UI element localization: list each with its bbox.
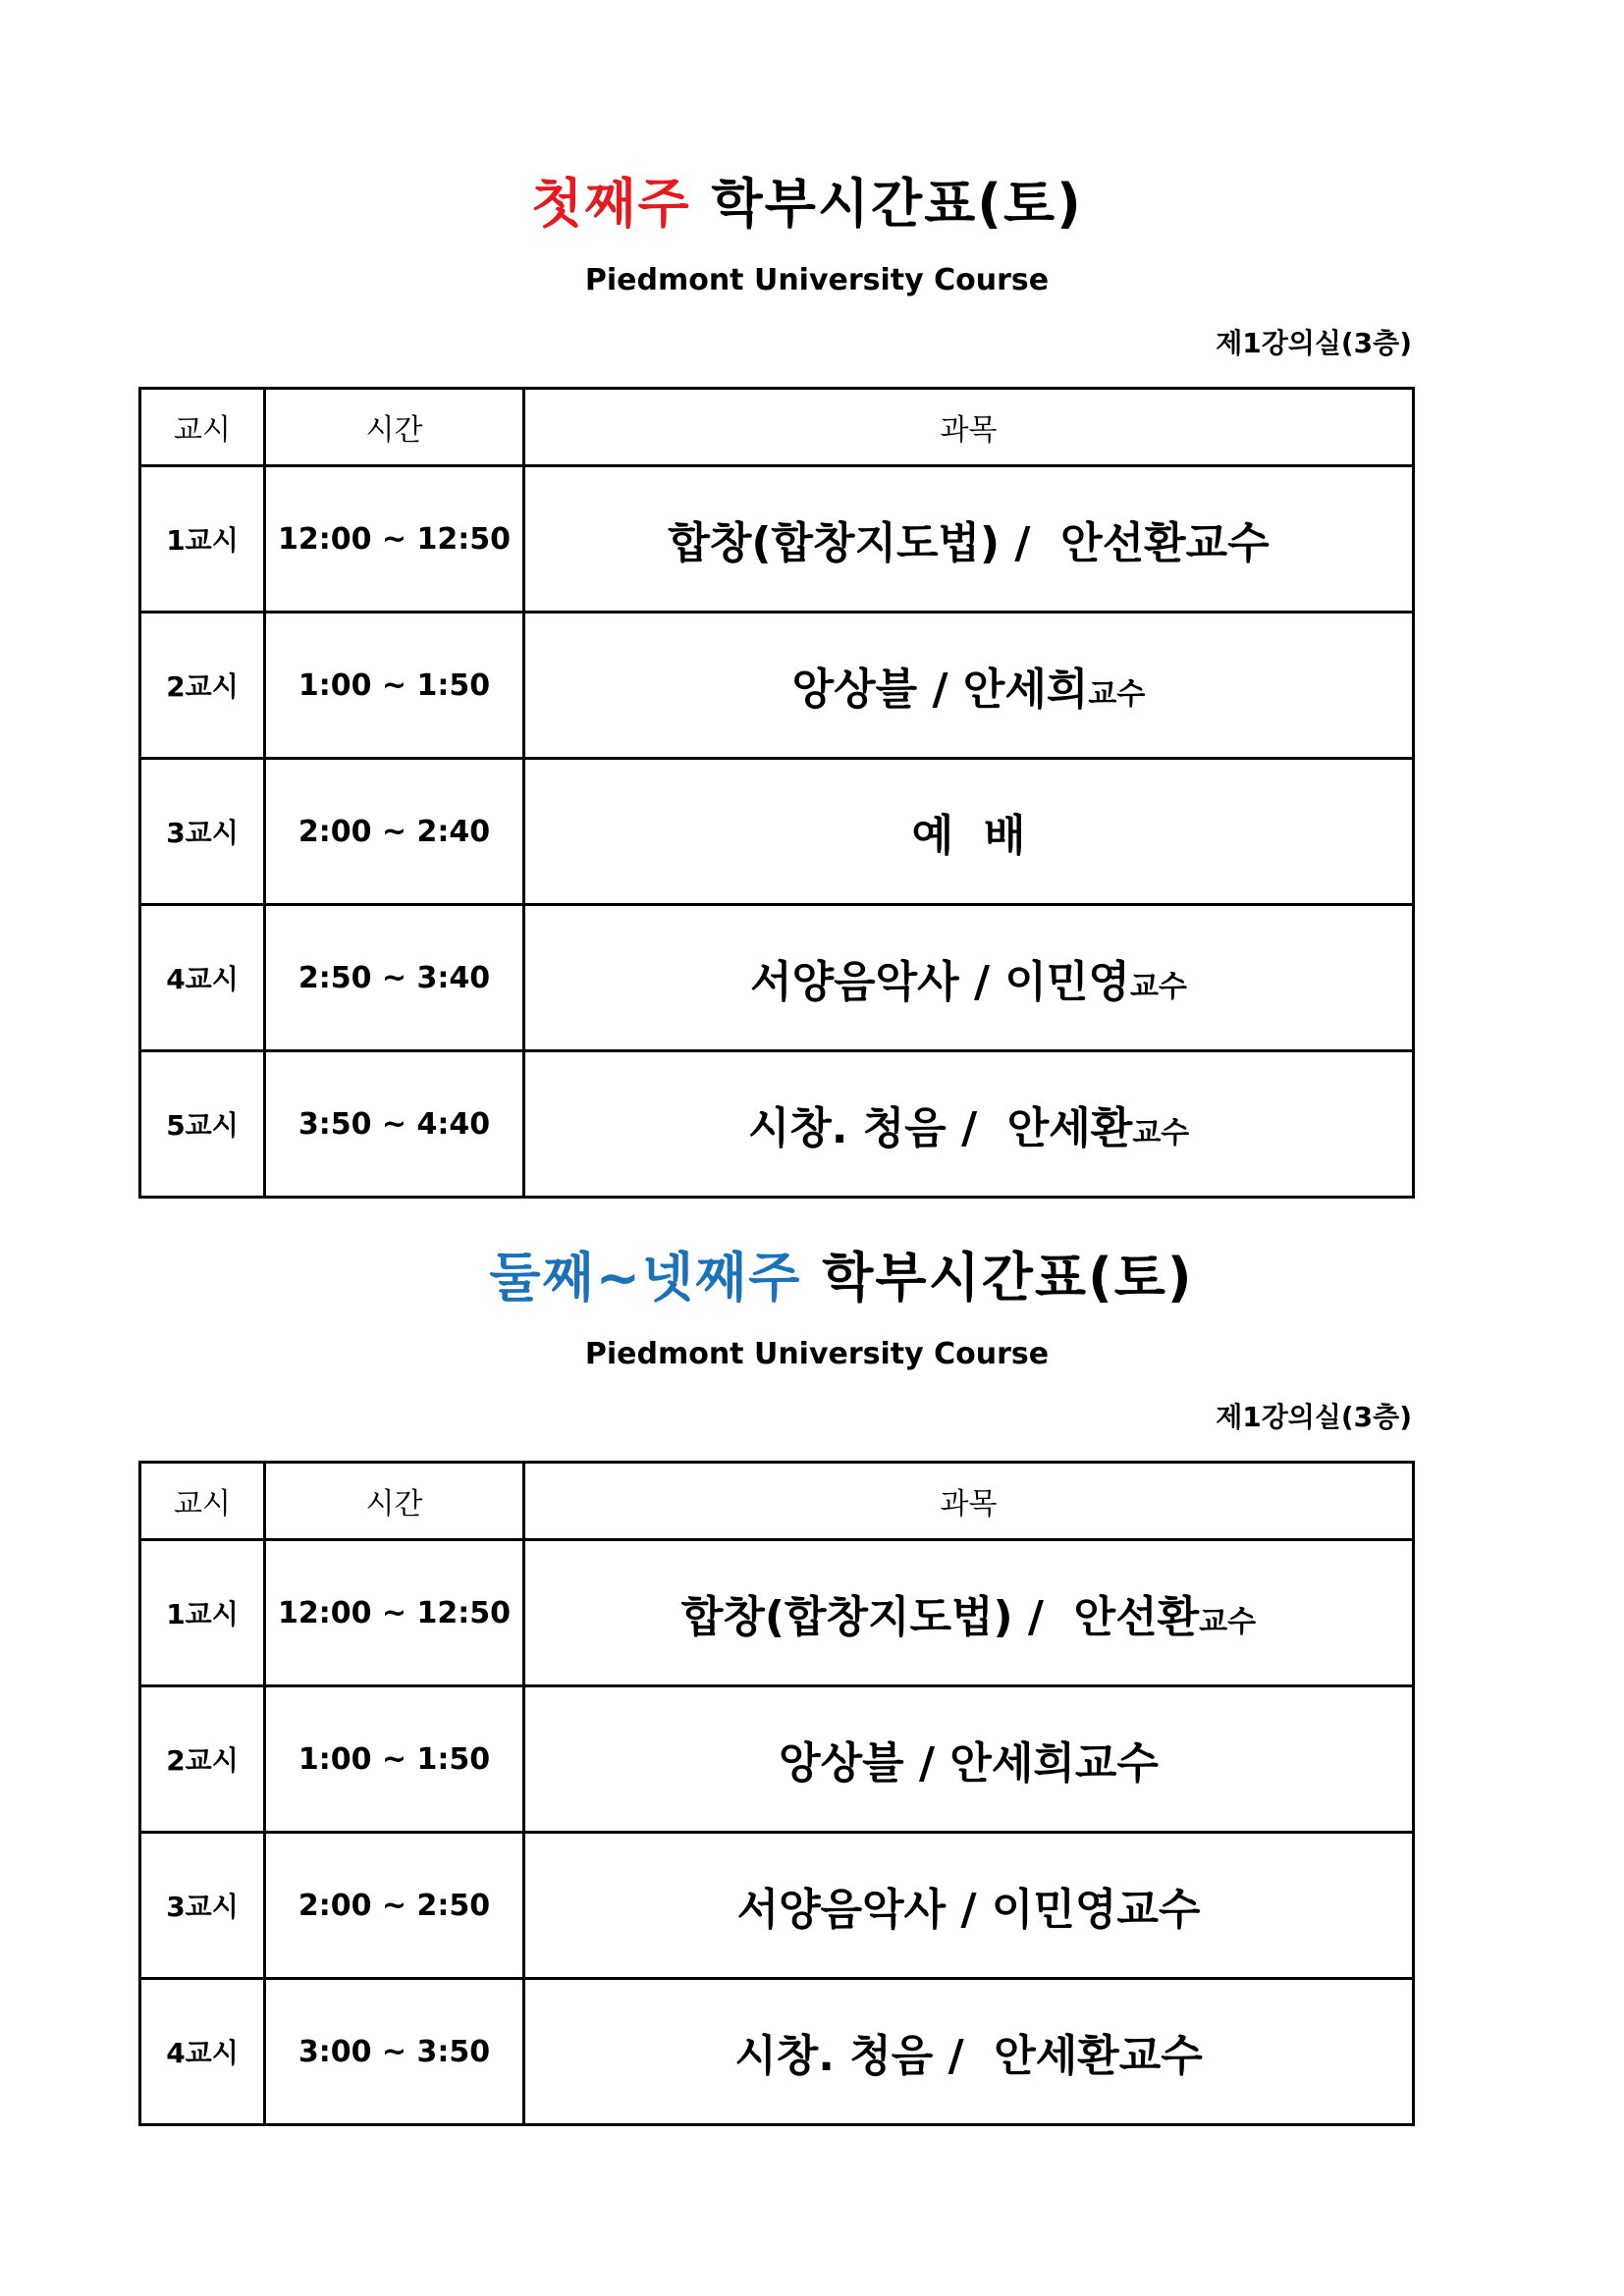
period-cell: 3교시	[140, 1833, 265, 1979]
subject-text: 시창. 청음 / 안세환교수	[734, 2031, 1203, 2081]
table-row	[140, 466, 1414, 613]
period-cell: 4교시	[140, 1979, 265, 2125]
period-cell: 2교시	[140, 613, 265, 759]
time-cell: 1:00 ~ 1:50	[265, 613, 524, 759]
subject-cell	[524, 466, 1414, 613]
subject-cell	[524, 1979, 1414, 2125]
page-title	[59, 1239, 1624, 1317]
table-row	[140, 1540, 1414, 1686]
page-title	[0, 165, 1624, 243]
subject-suffix: 교수	[1088, 677, 1146, 712]
subject-cell	[524, 905, 1414, 1051]
table-row	[140, 1979, 1414, 2125]
table-row	[140, 905, 1414, 1051]
schedule-table	[138, 1461, 1415, 2126]
room-label: 제1강의실(3층)	[1216, 327, 1412, 359]
subject-text: 서양음악사 / 이민영교수	[736, 1885, 1201, 1935]
time-cell: 2:00 ~ 2:50	[265, 1833, 524, 1979]
subject-text: 서양음악사 / 이민영	[750, 957, 1130, 1007]
title-rest: 학부시간표(토)	[690, 173, 1083, 235]
schedule-table	[138, 387, 1415, 1199]
table-row	[140, 759, 1414, 905]
header-subject: 과목	[524, 1463, 1414, 1540]
table-row	[140, 1686, 1414, 1833]
week1-section	[0, 165, 1624, 1153]
subject-cell	[524, 1540, 1414, 1686]
time-cell: 12:00 ~ 12:50	[265, 466, 524, 613]
subject-text: 합창(합창지도법) / 안선환교수	[668, 518, 1270, 568]
period-cell: 3교시	[140, 759, 265, 905]
subject-text: 앙상블 / 안세희교수	[779, 1738, 1159, 1789]
header-time: 시간	[265, 389, 524, 466]
title-week-highlight: 첫째주	[531, 173, 691, 235]
subject-text: 앙상블 / 안세희	[791, 665, 1089, 715]
subject-cell	[524, 1686, 1414, 1833]
period-cell: 2교시	[140, 1686, 265, 1833]
time-cell: 2:00 ~ 2:40	[265, 759, 524, 905]
table-row	[140, 1051, 1414, 1198]
table-row	[140, 613, 1414, 759]
period-cell: 4교시	[140, 905, 265, 1051]
subject-text: 예 배	[911, 811, 1026, 861]
course-subtitle: Piedmont University Course	[584, 263, 1050, 297]
subject-text: 합창(합창지도법) / 안선환	[680, 1592, 1200, 1642]
table-row	[140, 1833, 1414, 1979]
period-cell: 5교시	[140, 1051, 265, 1198]
time-cell: 3:00 ~ 3:50	[265, 1979, 524, 2125]
header-time: 시간	[265, 1463, 524, 1540]
title-rest: 학부시간표(토)	[801, 1247, 1194, 1308]
time-cell: 2:50 ~ 3:40	[265, 905, 524, 1051]
subject-cell	[524, 1833, 1414, 1979]
header-subject: 과목	[524, 389, 1414, 466]
header-period: 교시	[140, 389, 265, 466]
subject-cell	[524, 1051, 1414, 1198]
header-period: 교시	[140, 1463, 265, 1540]
subject-text: 시창. 청음 / 안세환	[747, 1103, 1133, 1153]
subject-suffix: 교수	[1199, 1605, 1257, 1639]
course-subtitle: Piedmont University Course	[584, 1337, 1050, 1371]
title-week-highlight: 둘째~넷째주	[489, 1247, 802, 1308]
time-cell: 3:50 ~ 4:40	[265, 1051, 524, 1198]
subject-suffix: 교수	[1129, 970, 1187, 1004]
period-cell: 1교시	[140, 466, 265, 613]
time-cell: 12:00 ~ 12:50	[265, 1540, 524, 1686]
time-cell: 1:00 ~ 1:50	[265, 1686, 524, 1833]
table-header-row	[140, 1463, 1414, 1540]
room-label: 제1강의실(3층)	[1216, 1401, 1412, 1433]
subject-cell	[524, 613, 1414, 759]
table-header-row	[140, 389, 1414, 466]
week2-section	[0, 1239, 1624, 2081]
period-cell: 1교시	[140, 1540, 265, 1686]
subject-suffix: 교수	[1132, 1116, 1190, 1150]
subject-cell	[524, 759, 1414, 905]
